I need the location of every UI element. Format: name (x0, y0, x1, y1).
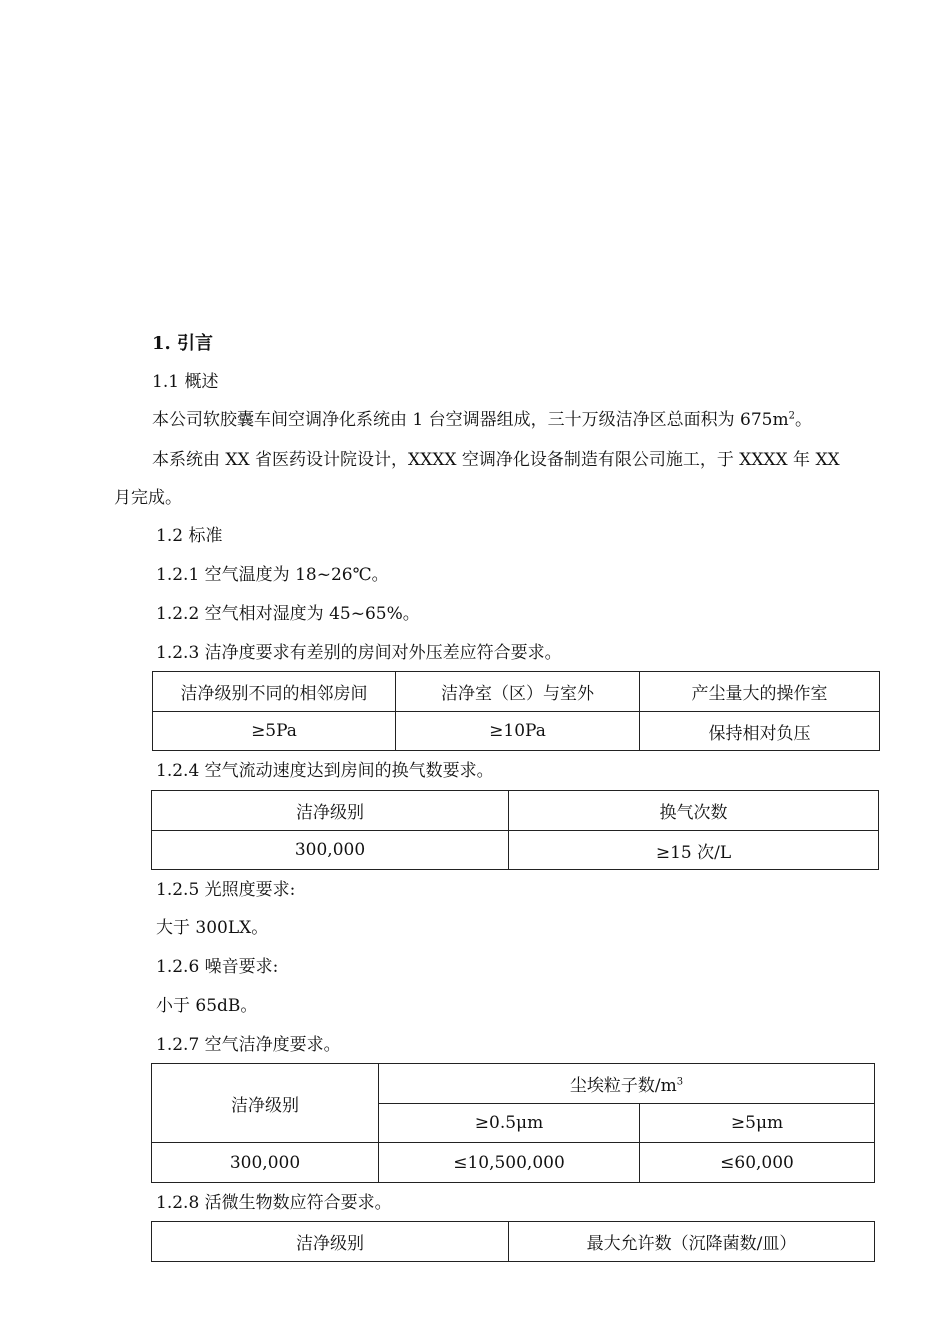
table-group-header (379, 1064, 875, 1104)
table-cell: ≥15 次/L (509, 831, 879, 870)
table-subheader: ≥0.5μm (379, 1104, 640, 1143)
subsection-title: 1.2 标准 (156, 526, 223, 546)
section-heading: 1. 引言 (152, 333, 214, 354)
requirement-item: 1.2.5 光照度要求: (156, 880, 296, 900)
microbe-table (151, 1221, 875, 1262)
paragraph-end: 。 (794, 410, 812, 430)
superscript: 3 (676, 1076, 684, 1088)
subsection-title: 1.1 概述 (152, 372, 219, 392)
requirement-item: 1.2.7 空气洁净度要求。 (156, 1035, 341, 1055)
particle-table (151, 1063, 875, 1183)
requirement-item: 1.2.6 噪音要求: (156, 957, 279, 977)
requirement-item: 1.2.1 空气温度为 18~26℃。 (156, 565, 389, 585)
header-text: 尘埃粒子数/m (569, 1076, 677, 1096)
table-header: 换气次数 (509, 791, 879, 831)
table-header: 洁净级别不同的相邻房间 (153, 672, 396, 712)
requirement-item: 1.2.2 空气相对湿度为 45~65%。 (156, 604, 420, 624)
superscript: 2 (788, 410, 795, 422)
table-header: 产尘量大的操作室 (640, 672, 880, 712)
table-cell: 300,000 (152, 1143, 379, 1183)
table-cell: 300,000 (152, 831, 509, 870)
table-cell: ≤10,500,000 (379, 1143, 640, 1183)
paragraph (152, 409, 812, 431)
table-subheader: ≥5μm (640, 1104, 875, 1143)
requirement-item: 1.2.8 活微生物数应符合要求。 (156, 1193, 392, 1213)
table-header: 洁净级别 (152, 791, 509, 831)
table-cell: ≤60,000 (640, 1143, 875, 1183)
paragraph-text: 本公司软胶囊车间空调净化系统由 1 台空调器组成，三十万级洁净区总面积为 675m (152, 410, 789, 430)
pressure-table (152, 671, 880, 751)
table-cell: ≥10Pa (396, 712, 640, 751)
requirement-item: 1.2.3 洁净度要求有差别的房间对外压差应符合要求。 (156, 643, 562, 663)
table-header: 最大允许数（沉降菌数/皿） (509, 1222, 875, 1262)
requirement-item: 1.2.4 空气流动速度达到房间的换气数要求。 (156, 761, 494, 781)
table-header: 洁净室（区）与室外 (396, 672, 640, 712)
paragraph-line: 本系统由 XX 省医药设计院设计，XXXX 空调净化设备制造有限公司施工，于 XXXX 年 XX (152, 450, 840, 470)
requirement-value: 大于 300LX。 (156, 918, 269, 938)
air-change-table (151, 790, 879, 870)
table-header: 洁净级别 (152, 1064, 379, 1143)
table-cell: 保持相对负压 (640, 712, 880, 751)
paragraph-line: 月完成。 (114, 488, 182, 508)
requirement-value: 小于 65dB。 (156, 996, 258, 1016)
table-header: 洁净级别 (152, 1222, 509, 1262)
table-cell: ≥5Pa (153, 712, 396, 751)
